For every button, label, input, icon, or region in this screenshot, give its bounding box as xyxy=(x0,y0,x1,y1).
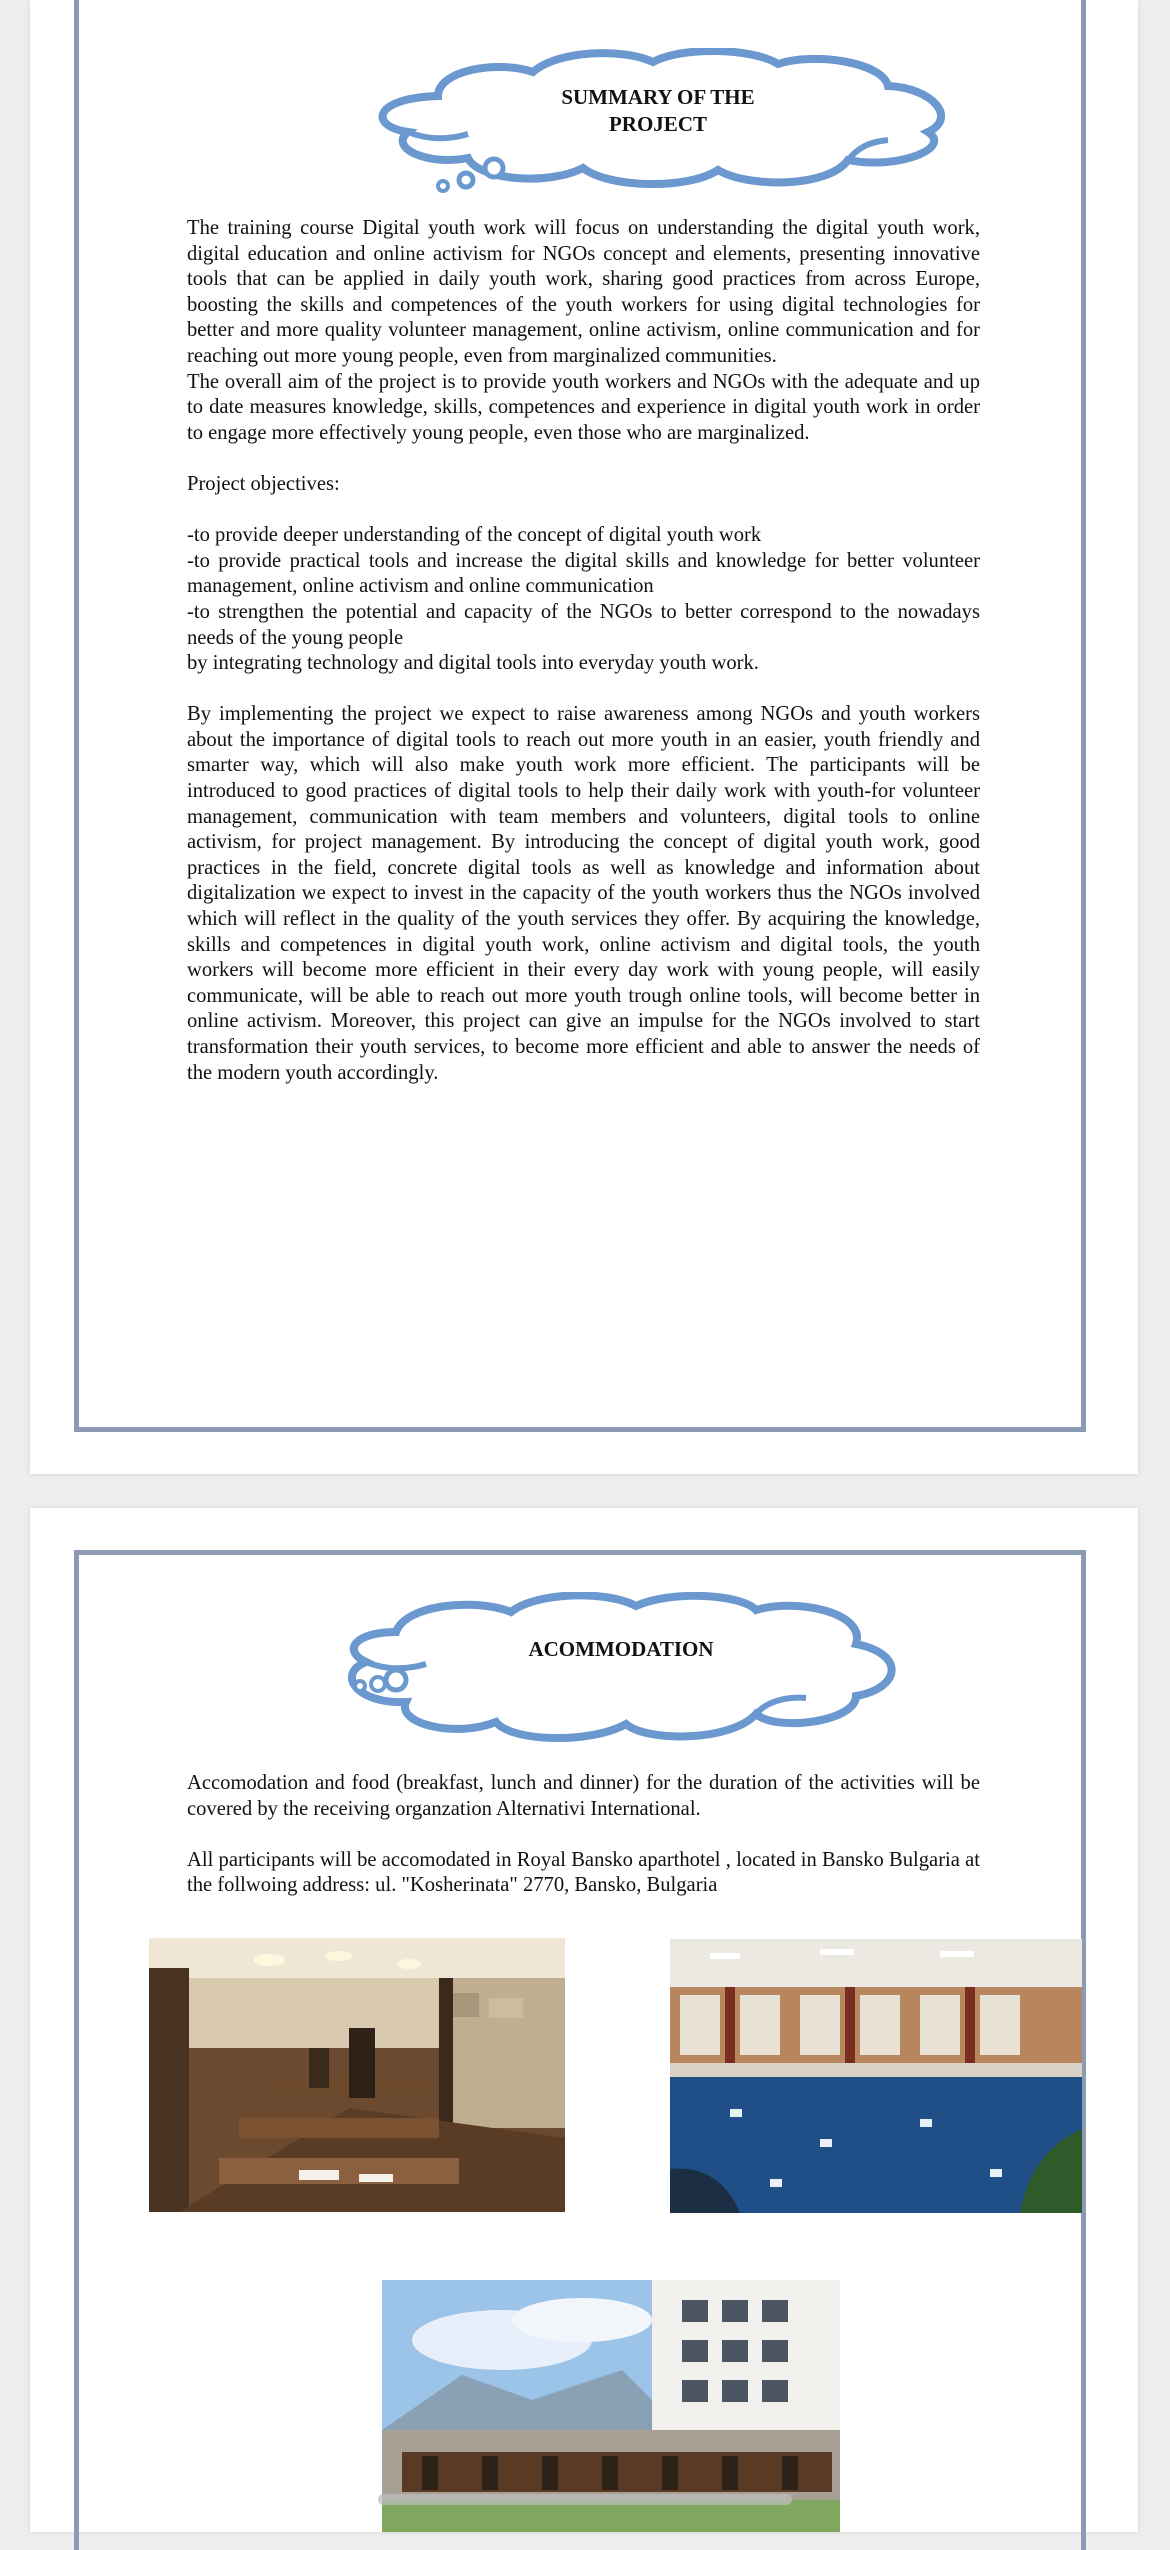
summary-paragraph-1: The training course Digital youth work will focus on understanding the digital youth work, digital education and online activism for NGOs concept and elements, presenting innovative tools that can be applied in daily youth work, sharing good practices from across Europe, boosting the skills and competences of the youth workers for using digital technologies for better and more quality volunteer management, online activism, online communication and for reaching out more young people, even from marginalized communities. xyxy=(187,217,980,367)
objective-item: by integrating technology and digital tools into everyday youth work. xyxy=(187,652,759,675)
objective-item: -to provide practical tools and increase the digital skills and knowledge for better volunteer management, online activism and online communication xyxy=(187,549,980,598)
restaurant-photo xyxy=(149,1938,565,2212)
accommodation-title: ACOMMODATION xyxy=(528,1637,714,1661)
pool-photo xyxy=(670,1939,1082,2213)
accommodation-paragraph-2: All participants will be accomodated in Royal Bansko aparthotel , located in Bansko Bulgaria at the follwoing address: ul. "Kosherinata" 2770, Bansko, Bulgaria xyxy=(187,1848,980,1897)
objectives-heading: Project objectives: xyxy=(187,472,340,495)
objective-item: -to strengthen the potential and capacity of the NGOs to better correspond to the nowadays needs of the young people xyxy=(187,600,980,649)
objective-item: -to provide deeper understanding of the concept of digital youth work xyxy=(187,524,762,547)
document-page-1 xyxy=(30,0,1138,1474)
summary-title-line1: SUMMARY OF THE xyxy=(561,85,755,109)
accommodation-title-cloud xyxy=(336,1592,906,1752)
accommodation-paragraph-1: Accomodation and food (breakfast, lunch and dinner) for the duration of the activities will be covered by the receiving organzation Alternativi International. xyxy=(187,1772,980,1820)
summary-title-cloud xyxy=(368,48,948,198)
document-page-2 xyxy=(30,1508,1138,2532)
cloud-shape-icon xyxy=(336,1592,906,1752)
scroll-indicator[interactable] xyxy=(378,2494,792,2505)
accommodation-body xyxy=(187,1771,980,1899)
summary-title-line2: PROJECT xyxy=(608,112,707,136)
summary-paragraph-2: The overall aim of the project is to provide youth workers and NGOs with the adequate and up to date measures knowledge, skills, competences and experience in digital youth work in order to engage more effectively young people, even those who are marginalized. xyxy=(187,370,980,444)
summary-paragraph-3: By implementing the project we expect to raise awareness among NGOs and youth workers about the importance of digital tools to reach out more youth in an easier, youth friendly and smarter way, which will also make youth work more efficient. The participants will be introduced to good practices of digital tools to help their daily work with youth-for volunteer management, communication with team members and volunteers, digital tools to online activism, for project management. By introducing the concept of digital youth work, good practices in the field, concrete digital tools as well as knowledge and information about digitalization we expect to invest in the capacity of the youth workers thus the NGOs involved which will reflect in the quality of the youth services they offer. By acquiring the knowledge, skills and competences in digital youth work, online activism and digital tools, the youth workers will become more efficient in their every day work with young people, will easily communicate, will be able to reach out more youth trough online tools, will become better in online activism. Moreover, this project can give an impulse for the NGOs involved to start transformation their youth services, to become more efficient and able to answer the needs of the modern youth accordingly. xyxy=(187,703,980,1084)
summary-body xyxy=(187,216,980,1086)
